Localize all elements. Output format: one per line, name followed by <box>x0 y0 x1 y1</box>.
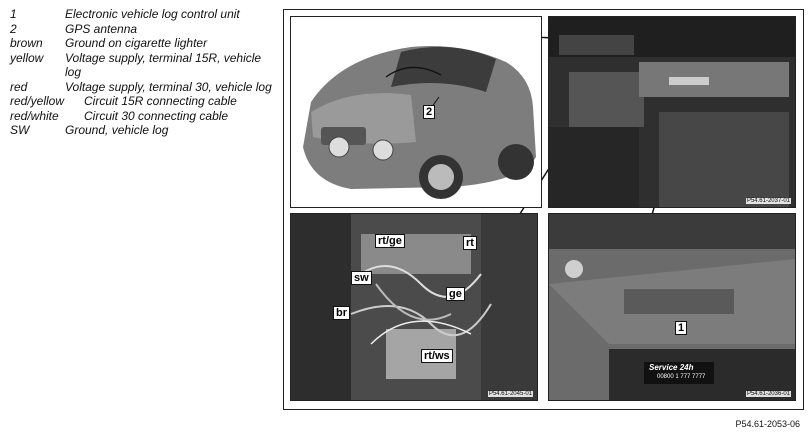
legend-key: red <box>10 79 28 94</box>
legend-value: Electronic vehicle log control unit <box>65 7 240 21</box>
wiring-illustration <box>291 214 537 400</box>
legend-row <box>10 36 280 51</box>
legend-key: yellow <box>10 50 44 65</box>
legend-row <box>10 51 280 80</box>
legend-row <box>10 7 280 22</box>
legend-row <box>10 109 280 124</box>
legend-key: brown <box>10 36 43 50</box>
dashboard-photo <box>548 16 796 208</box>
legend-value: Circuit 30 connecting cable <box>84 108 229 123</box>
installation-figure <box>283 9 804 410</box>
callout-1: 1 <box>675 321 687 335</box>
legend-value: Voltage supply, terminal 15R, vehicle log <box>65 50 262 79</box>
legend-row <box>10 123 280 138</box>
sticker-title: Service 24h <box>649 363 694 372</box>
glovebox-photo <box>548 213 796 401</box>
legend-key: red/yellow <box>10 94 65 108</box>
callout-rt-ge: rt/ge <box>375 234 405 248</box>
legend <box>10 7 280 138</box>
legend-key: 2 <box>10 21 17 36</box>
panel-ref: P54.61-2045-01 <box>488 391 532 397</box>
callout-rt: rt <box>463 236 477 250</box>
wiring-photo <box>290 213 538 401</box>
sticker-phone: 00800 1 777 7777 <box>657 374 706 380</box>
legend-row <box>10 22 280 37</box>
callout-rt-ws: rt/ws <box>421 349 453 363</box>
legend-row <box>10 80 280 95</box>
callout-br: br <box>333 306 350 320</box>
legend-value: Voltage supply, terminal 30, vehicle log <box>65 79 272 94</box>
callout-ge: ge <box>446 287 465 301</box>
legend-key: 1 <box>10 7 17 21</box>
legend-value: GPS antenna <box>65 21 138 36</box>
callout-2: 2 <box>423 105 435 119</box>
car-illustration <box>291 17 541 207</box>
legend-value: Ground, vehicle log <box>65 123 169 137</box>
car-photo <box>290 16 542 208</box>
legend-key: SW <box>10 123 30 137</box>
callout-sw: sw <box>351 271 372 285</box>
dashboard-illustration <box>549 17 795 207</box>
legend-key: red/white <box>10 108 59 123</box>
figure-ref: P54.61-2053-06 <box>735 419 800 429</box>
legend-value: Circuit 15R connecting cable <box>84 94 237 108</box>
panel-ref: P54.61-2037-01 <box>746 198 790 204</box>
legend-value: Ground on cigarette lighter <box>65 36 208 50</box>
panel-ref: P54.61-2036-01 <box>746 391 790 397</box>
glovebox-illustration <box>549 214 795 400</box>
legend-row <box>10 94 280 109</box>
